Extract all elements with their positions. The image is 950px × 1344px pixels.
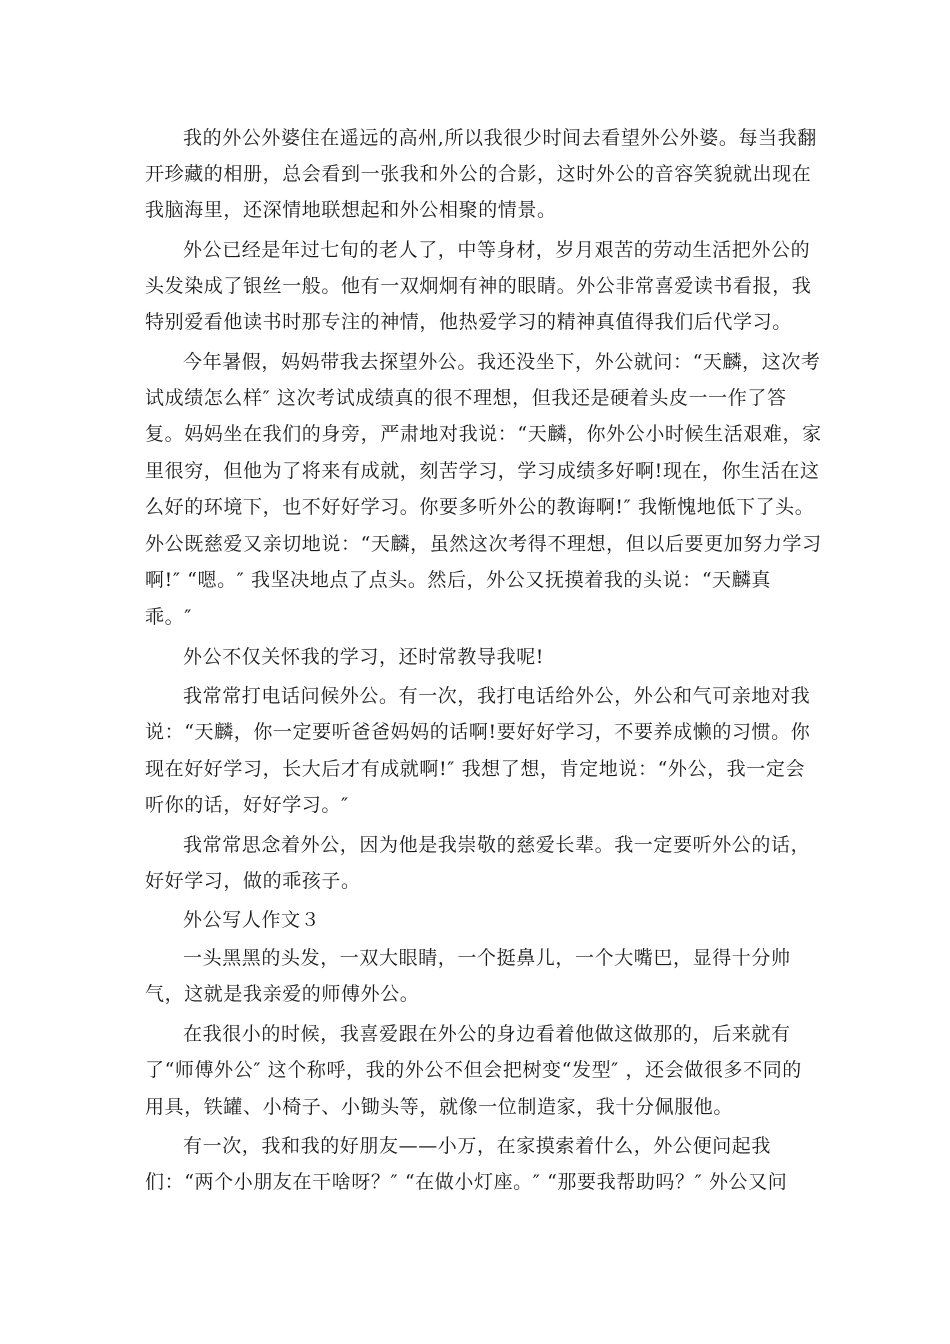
paragraph-line: 外公不仅关怀我的学习，还时常教导我呢! <box>183 646 545 668</box>
paragraph-line: 乖。″ <box>145 606 192 628</box>
paragraph-line: 里很穷，但他为了将来有成就，刻苦学习，学习成绩多好啊!现在，你生活在这 <box>145 460 820 482</box>
paragraph-line: 今年暑假，妈妈带我去探望外公。我还没坐下，外公就问：“天麟，这次考 <box>183 351 821 373</box>
paragraph-line: 听你的话，好好学习。″ <box>145 794 349 816</box>
paragraph-line: 好好学习，做的乖孩子。 <box>145 870 361 892</box>
paragraph-line: 在我很小的时候，我喜爱跟在外公的身边看着他做这做那的，后来就有 <box>183 1023 791 1045</box>
paragraph-line: 开珍藏的相册，总会看到一张我和外公的合影，这时外公的音容笑貌就出现在 <box>145 163 812 185</box>
paragraph-line: 头发染成了银丝一般。他有一双炯炯有神的眼睛。外公非常喜爱读书看报，我 <box>145 275 812 297</box>
paragraph-line: 么好的环境下，也不好好学习。你要多听外公的教诲啊!″ 我惭愧地低下了头。 <box>145 496 815 518</box>
paragraph-line: 一头黑黑的头发，一双大眼睛，一个挺鼻儿，一个大嘴巴，显得十分帅 <box>183 947 791 969</box>
paragraph-line: 复。妈妈坐在我们的身旁，严肃地对我说：“天麟，你外公小时候生活艰难，家 <box>145 423 822 445</box>
paragraph-line: 说：“天麟，你一定要听爸爸妈妈的话啊!要好好学习，不要养成懒的习惯。你 <box>145 721 811 743</box>
paragraph-line: 用具，铁罐、小椅子、小锄头等，就像一位制造家，我十分佩服他。 <box>145 1096 734 1118</box>
paragraph-line: 特别爱看他读书时那专注的神情，他热爱学习的精神真值得我们后代学习。 <box>145 311 792 333</box>
paragraph-line: 我常常思念着外公，因为他是我崇敬的慈爱长辈。我一定要听外公的话， <box>183 834 811 856</box>
paragraph-line: 外公既慈爱又亲切地说：“天麟，虽然这次考得不理想，但以后要更加努力学习 <box>145 533 822 555</box>
paragraph-line: 有一次，我和我的好朋友——小万，在家摸索着什么，外公便问起我 <box>183 1135 772 1157</box>
paragraph-line: 啊!″ “嗯。″ 我坚决地点了点头。然后，外公又抚摸着我的头说：“天麟真 <box>145 569 771 591</box>
paragraph-line: 现在好好学习，长大后才有成就啊!″ 我想了想，肯定地说：“外公，我一定会 <box>145 758 806 780</box>
paragraph-line: 气，这就是我亲爱的师傅外公。 <box>145 983 420 1005</box>
paragraph-line: 我常常打电话问候外公。有一次，我打电话给外公，外公和气可亲地对我 <box>183 685 811 707</box>
paragraph-line: 们：“两个小朋友在干啥呀？″ “在做小灯座。″ “那要我帮助吗？″ 外公又问 <box>145 1171 788 1193</box>
paragraph-line: 了“师傅外公″ 这个称呼，我的外公不但会把树变“发型″ ，还会做很多不同的 <box>145 1059 802 1081</box>
paragraph-line: 我脑海里，还深情地联想起和外公相聚的情景。 <box>145 199 557 221</box>
section-heading: 外公写人作文３ <box>183 909 321 931</box>
paragraph-line: 我的外公外婆住在遥远的高州,所以我很少时间去看望外公外婆。每当我翻 <box>183 127 817 149</box>
paragraph-line: 试成绩怎么样″ 这次考试成绩真的很不理想，但我还是硬着头皮一一作了答 <box>145 387 787 409</box>
paragraph-line: 外公已经是年过七旬的老人了，中等身材，岁月艰苦的劳动生活把外公的 <box>183 239 811 261</box>
